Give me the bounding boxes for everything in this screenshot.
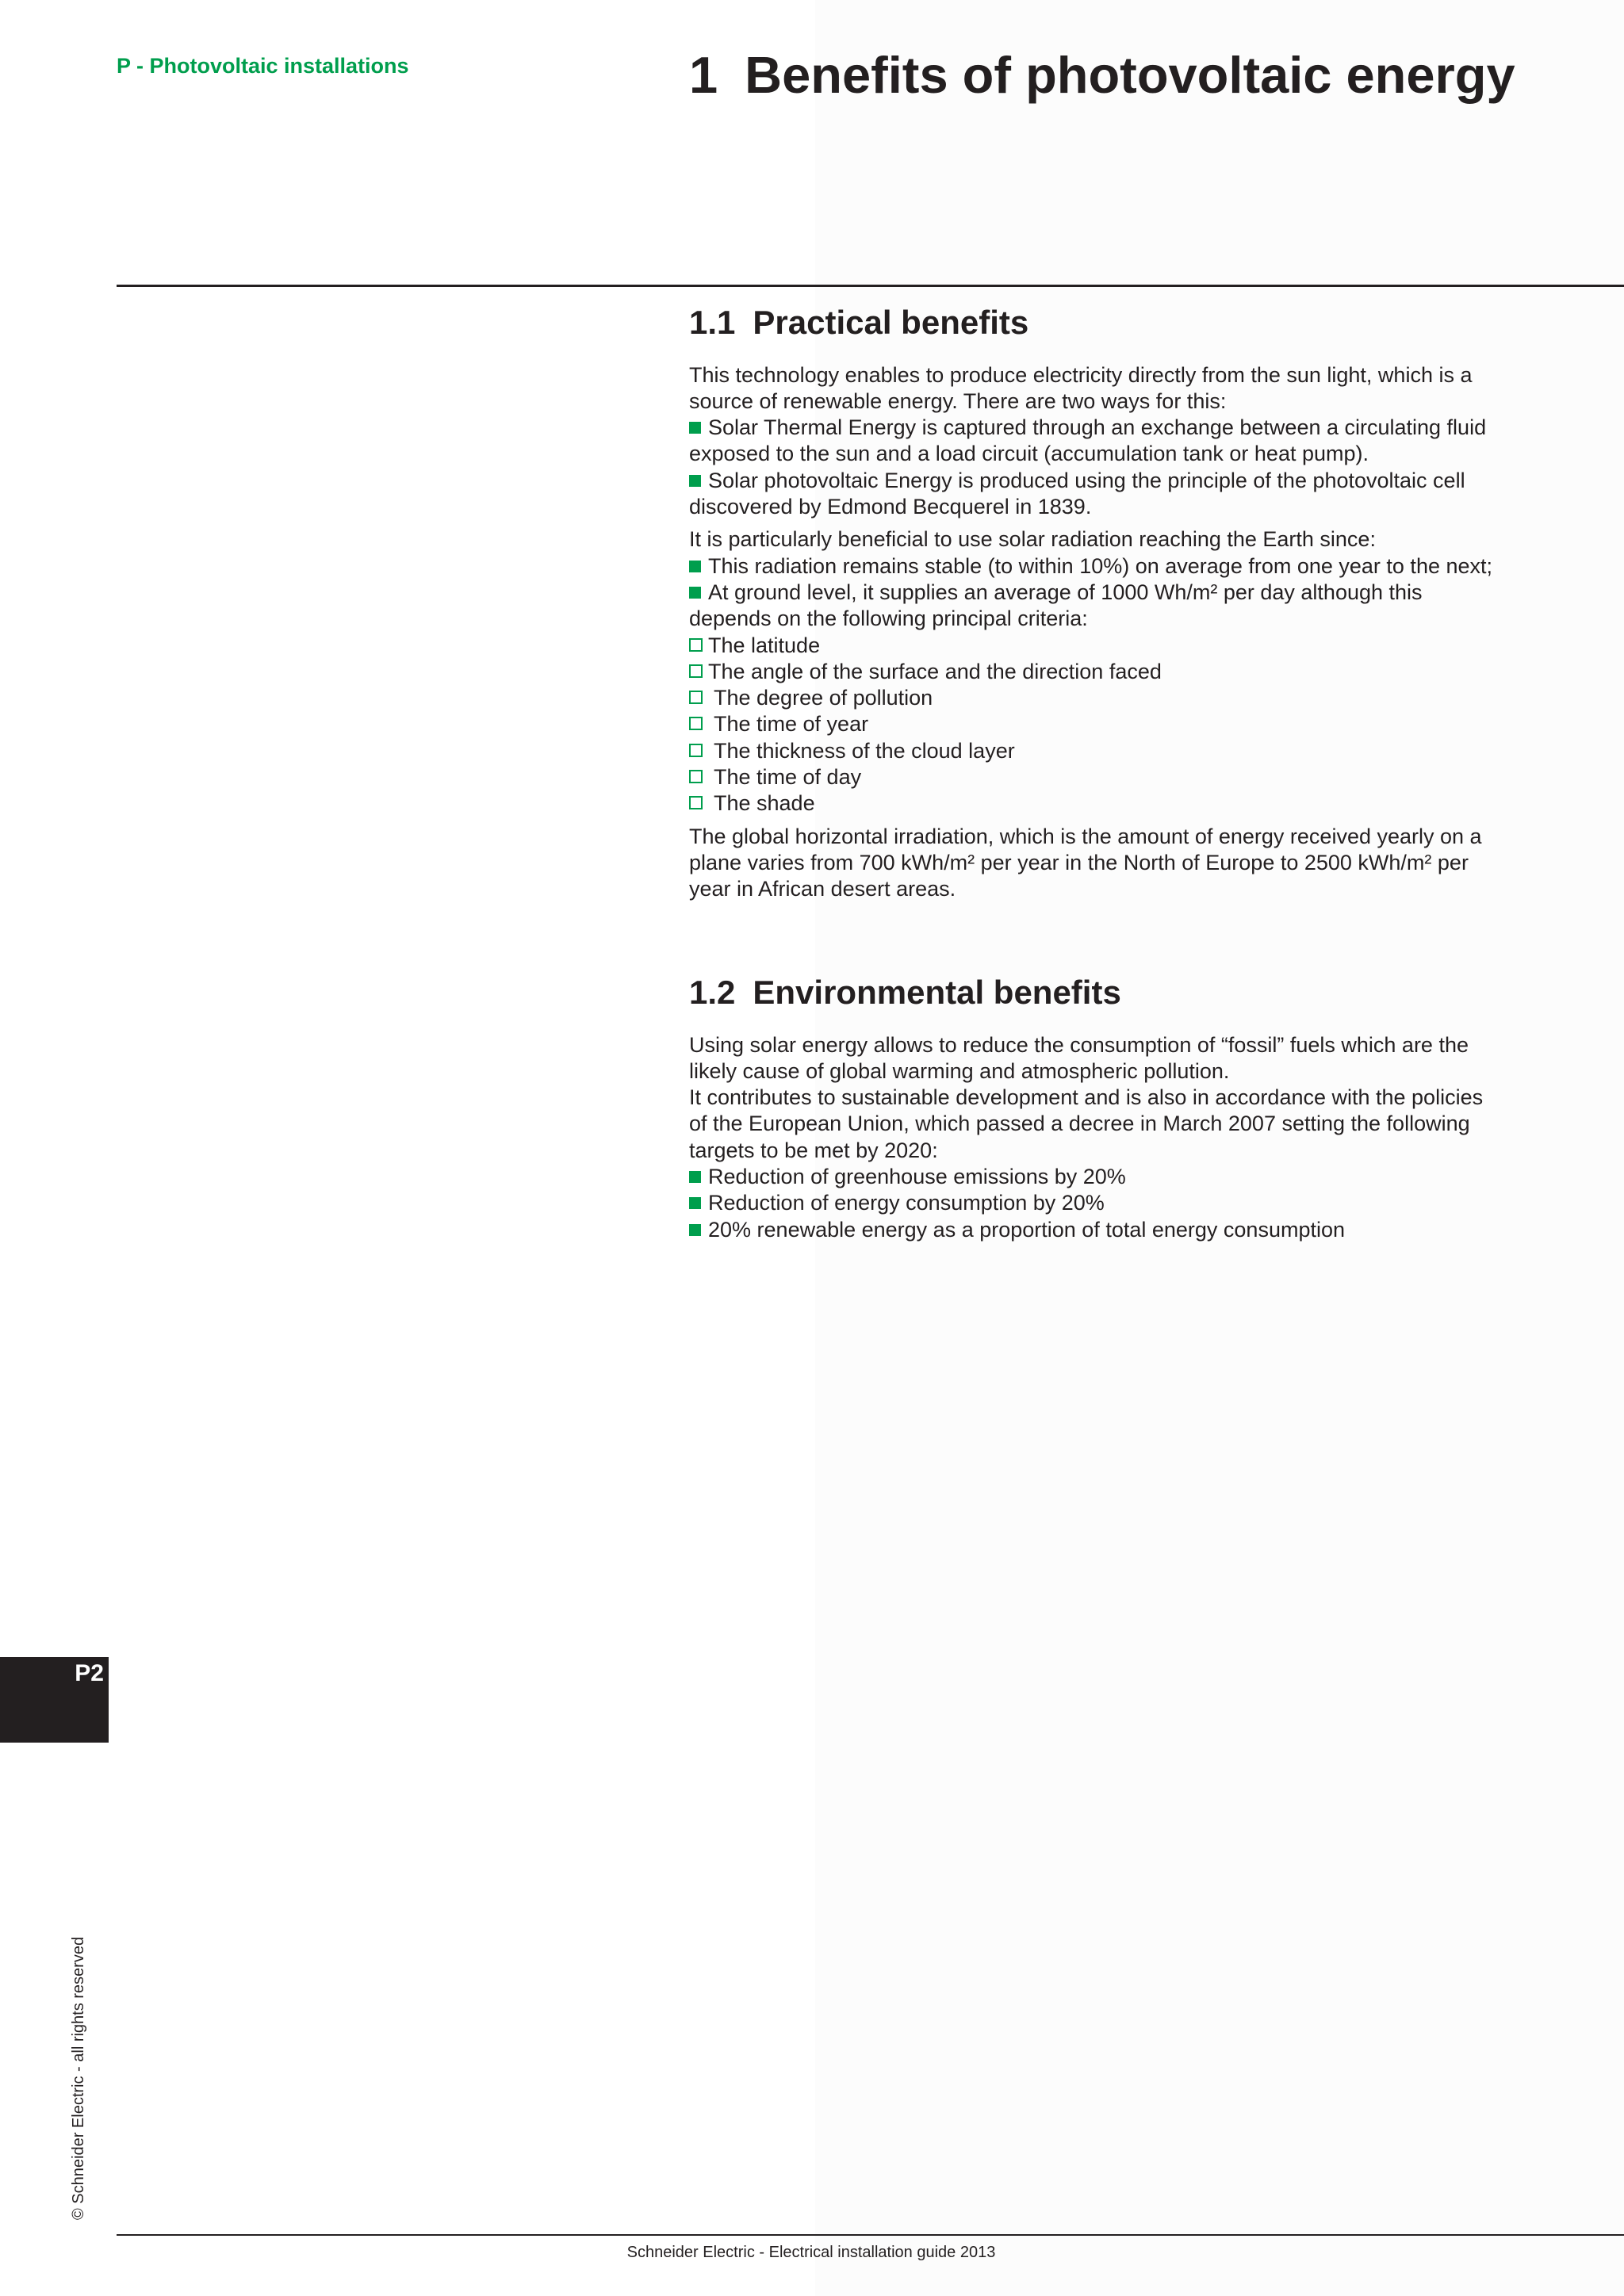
open-square-bullet-icon: [689, 744, 703, 757]
bottom-divider: [117, 2234, 1624, 2236]
paragraph-line: Using solar energy allows to reduce the consumption of “fossil” fuels which are the: [689, 1032, 1469, 1057]
section-practical-benefits: [689, 301, 1601, 903]
paragraph-line: targets to be met by 2020:: [689, 1138, 938, 1162]
sub-bullet-item: [689, 685, 1601, 711]
section-label: P - Photovoltaic installations: [117, 54, 409, 78]
top-divider: [117, 285, 1624, 287]
sub-bullet-text: The time of year: [714, 712, 869, 737]
sub-bullet-item: [689, 738, 1601, 764]
bullet-text: Solar Thermal Energy is captured through an exchange between a circulating fluid: [708, 415, 1487, 440]
title-text: Benefits of photovoltaic energy: [745, 46, 1515, 104]
bullet-item: [689, 553, 1601, 580]
bullet-text: At ground level, it supplies an average of 1000 Wh/m² per day although this: [708, 580, 1423, 604]
bullet-item: [689, 1164, 1601, 1190]
bullet-continuation: depends on the following principal criteria:: [689, 607, 1088, 631]
sub-bullet-text: The time of day: [714, 765, 862, 790]
section-environmental-benefits: [689, 971, 1601, 1243]
title-number: 1: [689, 46, 718, 104]
open-square-bullet-icon: [689, 796, 703, 809]
bullet-continuation: discovered by Edmond Becquerel in 1839.: [689, 495, 1092, 519]
sub-bullet-item: [689, 633, 1601, 659]
section-heading: [689, 971, 1601, 1015]
bullet-item: [689, 1190, 1601, 1216]
section-heading: [689, 301, 1601, 345]
copyright-notice: © Schneider Electric - all rights reserved: [70, 1936, 87, 2220]
bullet-item: [689, 580, 1601, 606]
open-square-bullet-icon: [689, 638, 703, 652]
sub-bullet-text: The latitude: [708, 633, 821, 657]
paragraph-line: plane varies from 700 kWh/m² per year in the North of Europe to 2500 kWh/m² per: [689, 850, 1469, 874]
open-square-bullet-icon: [689, 770, 703, 783]
open-square-bullet-icon: [689, 717, 703, 730]
bullet-text: This radiation remains stable (to within 10%) on average from one year to the next;: [708, 553, 1493, 578]
bullet-text: Reduction of energy consumption by 20%: [708, 1191, 1105, 1215]
sub-bullet-text: The angle of the surface and the direction faced: [708, 659, 1162, 683]
paragraph-line: It contributes to sustainable development and is also in accordance with the policies: [689, 1085, 1484, 1110]
page-number-tab: [0, 1657, 109, 1743]
filled-square-bullet-icon: [689, 1197, 701, 1209]
filled-square-bullet-icon: [689, 1171, 701, 1183]
bullet-text: Reduction of greenhouse emissions by 20%: [708, 1165, 1126, 1189]
sub-bullet-item: [689, 659, 1601, 685]
page-footer: [0, 2244, 1624, 2262]
sub-bullet-text: The shade: [714, 791, 815, 816]
page-title: [689, 44, 1515, 106]
sub-bullet-item: [689, 711, 1601, 737]
bullet-item: [689, 415, 1601, 441]
bullet-text: 20% renewable energy as a proportion of total energy consumption: [708, 1217, 1345, 1242]
open-square-bullet-icon: [689, 691, 703, 704]
bullet-item: [689, 468, 1601, 494]
section-heading-text: Practical benefits: [753, 304, 1029, 341]
section-heading-text: Environmental benefits: [753, 974, 1121, 1011]
filled-square-bullet-icon: [689, 561, 701, 572]
page-number: P2: [75, 1660, 104, 1686]
paragraph-line: of the European Union, which passed a decree in March 2007 setting the following: [689, 1112, 1470, 1136]
filled-square-bullet-icon: [689, 587, 701, 599]
sub-bullet-text: The degree of pollution: [714, 686, 933, 710]
bullet-item: [689, 1217, 1601, 1243]
sub-bullet-text: The thickness of the cloud layer: [714, 738, 1015, 763]
open-square-bullet-icon: [689, 664, 703, 678]
bullet-continuation: exposed to the sun and a load circuit (accumulation tank or heat pump).: [689, 442, 1369, 466]
filled-square-bullet-icon: [689, 1224, 701, 1236]
paragraph-line: likely cause of global warming and atmospheric pollution.: [689, 1058, 1230, 1083]
section-number: 1.2: [689, 974, 736, 1011]
filled-square-bullet-icon: [689, 422, 701, 434]
paragraph-line: This technology enables to produce electricity directly from the sun light, which is a: [689, 362, 1473, 387]
paragraph-line: year in African desert areas.: [689, 877, 956, 901]
sub-bullet-item: [689, 764, 1601, 790]
section-number: 1.1: [689, 304, 736, 341]
bullet-text: Solar photovoltaic Energy is produced using the principle of the photovoltaic cell: [708, 468, 1465, 492]
paragraph-line: source of renewable energy. There are two ways for this:: [689, 388, 1227, 413]
sub-bullet-item: [689, 790, 1601, 817]
footer-text: Schneider Electric - Electrical installation guide 2013: [626, 2244, 996, 2261]
paragraph-line: The global horizontal irradiation, which is the amount of energy received yearly on a: [689, 824, 1482, 848]
paragraph-line: It is particularly beneficial to use solar radiation reaching the Earth since:: [689, 527, 1376, 552]
filled-square-bullet-icon: [689, 475, 701, 487]
